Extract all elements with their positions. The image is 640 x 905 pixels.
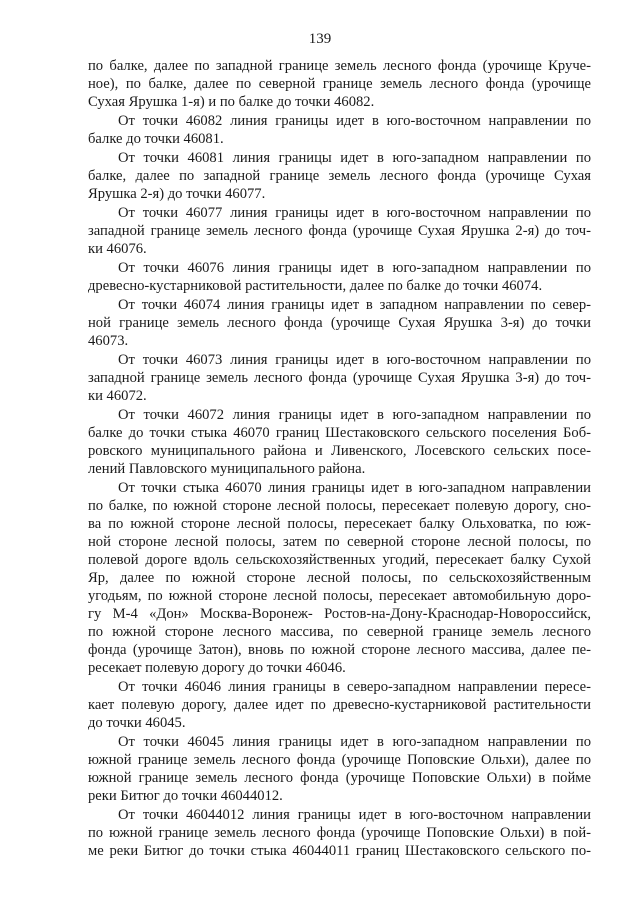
text-line: южной границе земель лесного фонда (урочище Поповские Ольхи), далее по — [88, 752, 591, 768]
text-line: фонда (урочище Затон), вновь по южной стороне лесного массива, далее пе- — [88, 642, 591, 658]
text-line: ресекает полевую дорогу до точки 46046. — [88, 660, 346, 676]
text-line: полевой дороге вдоль сельскохозяйственных угодий, пересекает балку Сухой — [88, 552, 591, 568]
text-line: по балке, по южной стороне лесной полосы, пересекает полевую дорогу, сно- — [88, 498, 591, 514]
text-line: угодьям, по южной стороне лесной полосы, пересекает автомобильную доро- — [88, 588, 591, 604]
text-line: От точки 46074 линия границы идет в западном направлении по север- — [118, 297, 591, 313]
text-line: лений Павловского муниципального района. — [88, 461, 366, 477]
text-line: гу М-4 «Дон» Москва-Воронеж- Ростов-на-Дону-Краснодар-Новороссийск, — [88, 606, 591, 622]
text-line: От точки 46046 линия границы в северо-западном направлении пересе- — [118, 679, 591, 695]
text-line: От точки 46044012 линия границы идет в юго-восточном направлении — [118, 807, 591, 823]
page-number: 139 — [308, 31, 332, 47]
text-line: по южной границе земель лесного фонда (урочище Поповские Ольхи) в пой- — [88, 825, 591, 841]
text-line: до точки 46045. — [88, 715, 186, 731]
text-line: Яр, далее по южной стороне лесной полосы, по сельскохозяйственным — [88, 570, 591, 586]
text-line: ки 46076. — [88, 241, 147, 257]
text-line: ное), по балке, далее по северной границе земель лесного фонда (урочище — [88, 76, 591, 92]
text-line: южной границе земель лесного фонда (урочище Поповские Ольхи) в пойме — [88, 770, 591, 786]
text-line: ровского муниципального района и Ливенского, Лосевского сельских посе- — [88, 443, 591, 459]
text-line: по балке, далее по западной границе земель лесного фонда (урочище Круче- — [88, 58, 591, 74]
text-line: 46073. — [88, 333, 129, 349]
text-line: Сухая Ярушка 1-я) и по балке до точки 46082. — [88, 94, 375, 110]
text-line: кает полевую дорогу, далее идет по древесно-кустарниковой растительности — [88, 697, 591, 713]
text-line: От точки 46082 линия границы идет в юго-восточном направлении по — [118, 113, 591, 129]
text-line: ной стороне лесной полосы, затем по северной стороне лесной полосы, по — [88, 534, 591, 550]
text-line: балке до точки стыка 46070 границ Шестаковского сельского поселения Боб- — [88, 425, 591, 441]
text-line: балке до точки 46081. — [88, 131, 224, 147]
text-line: ной границе земель лесного фонда (урочище Сухая Ярушка 3-я) до точки — [88, 315, 591, 331]
text-line: От точки стыка 46070 линия границы идет в юго-западном направлении — [118, 480, 591, 496]
text-line: реки Битюг до точки 46044012. — [88, 788, 283, 804]
text-line: западной границе земель лесного фонда (урочище Сухая Ярушка 2-я) до точ- — [88, 223, 591, 239]
text-line: От точки 46073 линия границы идет в юго-восточном направлении по — [118, 352, 591, 368]
text-line: западной границе земель лесного фонда (урочище Сухая Ярушка 3-я) до точ- — [88, 370, 591, 386]
text-line: От точки 46045 линия границы идет в юго-западном направлении по — [118, 734, 591, 750]
text-line: древесно-кустарниковой растительности, далее по балке до точки 46074. — [88, 278, 543, 294]
text-line: Ярушка 2-я) до точки 46077. — [88, 186, 266, 202]
text-line: ки 46072. — [88, 388, 147, 404]
text-line: От точки 46077 линия границы идет в юго-восточном направлении по — [118, 205, 591, 221]
text-line: балке, далее по западной границе земель лесного фонда (урочище Сухая — [88, 168, 591, 184]
text-line: От точки 46076 линия границы идет в юго-западном направлении по — [118, 260, 591, 276]
text-line: От точки 46072 линия границы идет в юго-западном направлении по — [118, 407, 591, 423]
text-line: ме реки Битюг до точки стыка 46044011 границ Шестаковского сельского по- — [88, 843, 591, 859]
text-line: ва по южной стороне лесной полосы, пересекает балку Ольховатка, по юж- — [88, 516, 591, 532]
text-line: От точки 46081 линия границы идет в юго-западном направлении по — [118, 150, 591, 166]
text-line: по южной стороне лесного массива, по северной границе земель лесного — [88, 624, 591, 640]
